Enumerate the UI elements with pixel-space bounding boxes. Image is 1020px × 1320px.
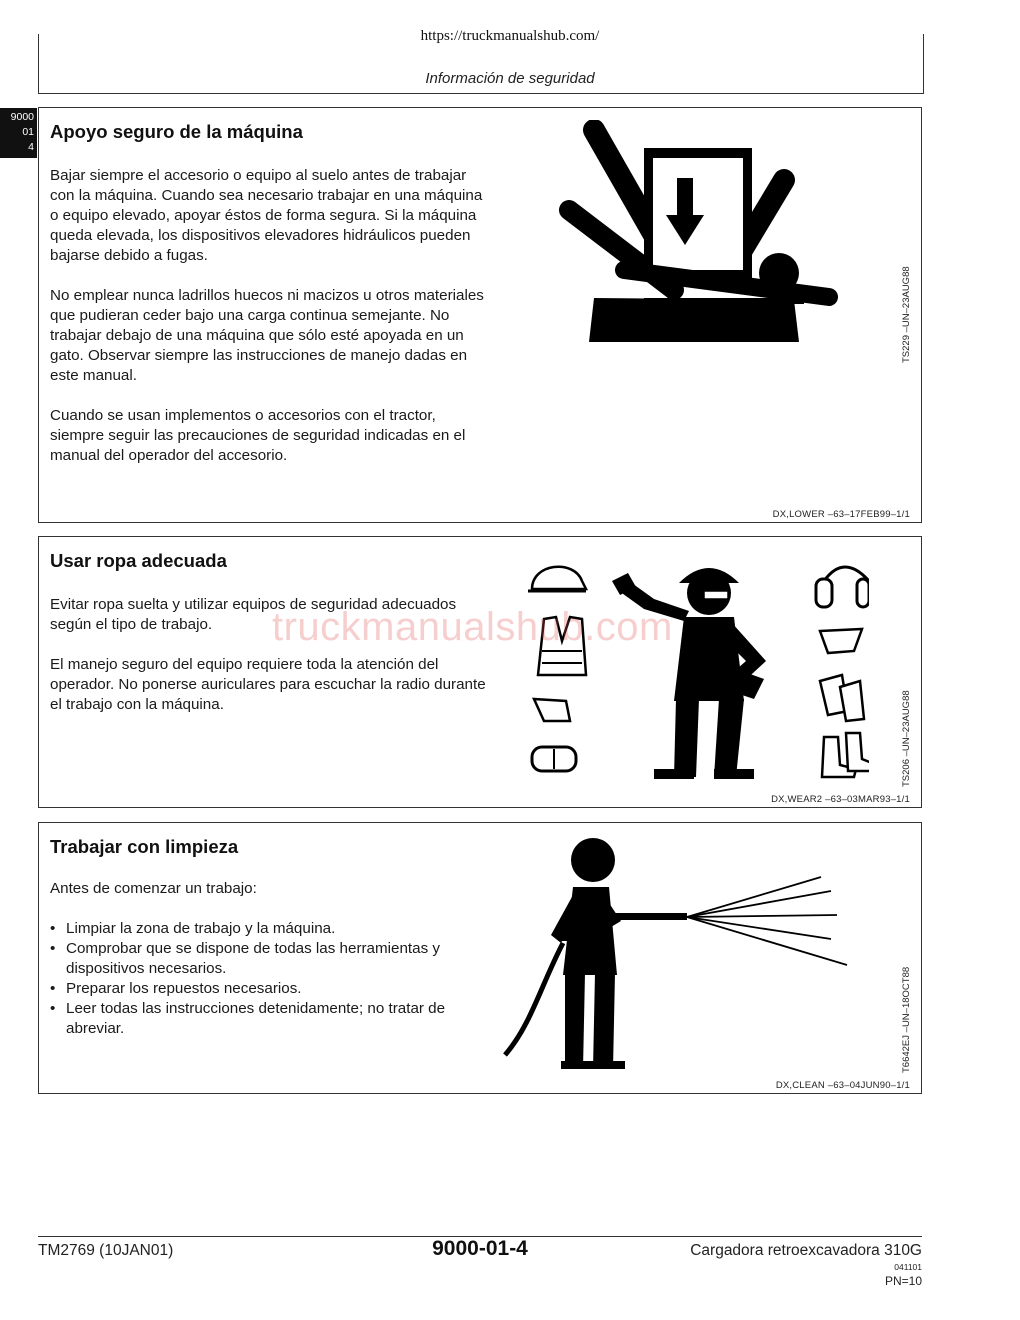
machine-name: Cargadora retroexcavadora 310G: [690, 1242, 922, 1259]
reference-code: DX,WEAR2 –63–03MAR93–1/1: [771, 794, 910, 805]
prep-list: [50, 919, 490, 1039]
source-url[interactable]: https://truckmanualshub.com/: [420, 28, 600, 44]
section-header-title: Información de seguridad: [425, 70, 595, 87]
pn-number: PN=10: [884, 1274, 922, 1288]
pressure-washer-illustration: [501, 835, 851, 1075]
reference-code: DX,CLEAN –63–04JUN90–1/1: [775, 1080, 910, 1091]
section-title: Trabajar con limpieza: [50, 836, 239, 857]
section-title: Usar ropa adecuada: [50, 550, 227, 571]
side-tab-line2: 01: [22, 126, 34, 138]
list-item: • Comprobar que se dispone de todas las herramientas y dispositivos necesarios.: [50, 939, 490, 979]
image-code: TS229 –UN–23AUG88: [901, 266, 912, 363]
list-item: • Limpiar la zona de trabajo y la máquina.: [50, 919, 490, 939]
paragraph: Bajar siempre el accesorio o equipo al suelo antes de trabajar con la máquina. Cuando sea necesario trabajar en una máquina o equipo elevado, apoyar éstos de forma segura. Si la máquina queda elevada, los dispositivos elevadores hidráulicos pueden bajarse debido a fugas.: [50, 167, 483, 264]
paragraph: El manejo seguro del equipo requiere toda la atención del operador. No ponerse auriculares para escuchar la radio durante el trabajo con la máquina.: [50, 656, 486, 713]
list-item: • Preparar los repuestos necesarios.: [50, 979, 490, 999]
paragraph: Evitar ropa suelta y utilizar equipos de seguridad adecuados según el tipo de trabajo.: [50, 596, 457, 633]
section-work-clean: [38, 822, 922, 1094]
image-code: T6642EJ –UN–18OCT88: [901, 966, 912, 1073]
crushing-hazard-illustration: [554, 120, 844, 360]
watermark: truckmanualshub.com: [272, 605, 673, 649]
section-safe-support: [38, 107, 922, 523]
side-tab-line1: 9000: [10, 111, 34, 123]
paragraph: Cuando se usan implementos o accesorios con el tractor, siempre seguir las precauciones de seguridad indicadas en el manual del operador del accesorio.: [50, 407, 466, 464]
page-number: 9000-01-4: [432, 1237, 528, 1260]
section-body: [50, 166, 490, 486]
section-proper-clothing: [38, 536, 922, 808]
protective-equipment-illustration: [524, 551, 869, 783]
side-tab-line3: 4: [28, 141, 34, 153]
image-code: TS206 –UN–23AUG88: [901, 690, 912, 787]
manual-code: TM2769 (10JAN01): [38, 1242, 174, 1259]
section-title: Apoyo seguro de la máquina: [50, 121, 303, 142]
side-tab: [0, 108, 37, 158]
paragraph: No emplear nunca ladrillos huecos ni macizos u otros materiales que pudieran ceder bajo una carga continua semejante. No trabajar debajo de una máquina que sólo esté apoyada en un gato. Observar siempre las instrucciones de manejo dadas en este manual.: [50, 287, 484, 384]
list-item: • Leer todas las instrucciones detenidamente; no tratar de abreviar.: [50, 999, 490, 1039]
section-body: [50, 879, 490, 1039]
reference-code: DX,LOWER –63–17FEB99–1/1: [772, 509, 910, 520]
print-date: 041101: [894, 1262, 922, 1272]
intro-text: Antes de comenzar un trabajo:: [50, 880, 257, 897]
